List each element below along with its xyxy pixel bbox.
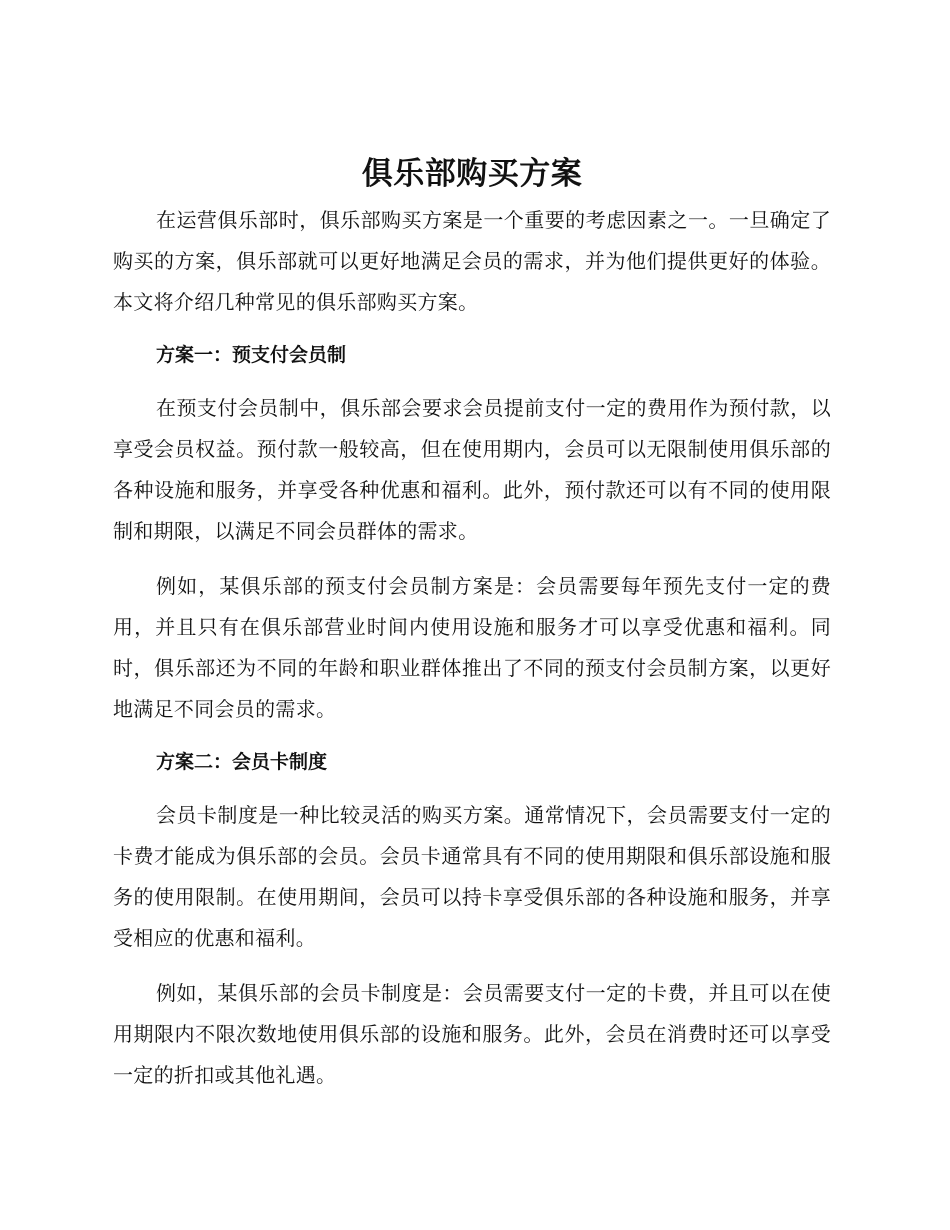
plan-2-paragraph-1: 会员卡制度是一种比较灵活的购买方案。通常情况下，会员需要支付一定的卡费才能成为俱乐部的会员。会员卡通常具有不同的使用期限和俱乐部设施和服务的使用限制。在使用期间，会员可以持卡享受俱乐部的各种设施和服务，并享受相应的优惠和福利。 xyxy=(113,803,831,950)
section-heading-plan-1: 方案一：预支付会员制 xyxy=(156,344,347,366)
section-heading-plan-2: 方案二：会员卡制度 xyxy=(156,751,328,773)
document-body xyxy=(113,148,831,1096)
plan-2-paragraph-2: 例如，某俱乐部的会员卡制度是：会员需要支付一定的卡费，并且可以在使用期限内不限次数地使用俱乐部的设施和服务。此外，会员在消费时还可以享受一定的折扣或其他礼遇。 xyxy=(113,981,831,1087)
intro-paragraph: 在运营俱乐部时，俱乐部购买方案是一个重要的考虑因素之一。一旦确定了购买的方案，俱乐部就可以更好地满足会员的需求，并为他们提供更好的体验。本文将介绍几种常见的俱乐部购买方案。 xyxy=(113,208,831,314)
plan-1-paragraph-2: 例如，某俱乐部的预支付会员制方案是：会员需要每年预先支付一定的费用，并且只有在俱乐部营业时间内使用设施和服务才可以享受优惠和福利。同时，俱乐部还为不同的年龄和职业群体推出了不同的预支付会员制方案，以更好地满足不同会员的需求。 xyxy=(113,574,831,721)
plan-1-paragraph-1: 在预支付会员制中，俱乐部会要求会员提前支付一定的费用作为预付款，以享受会员权益。预付款一般较高，但在使用期内，会员可以无限制使用俱乐部的各种设施和服务，并享受各种优惠和福利。此外，预付款还可以有不同的使用限制和期限，以满足不同会员群体的需求。 xyxy=(113,396,831,543)
document-title: 俱乐部购买方案 xyxy=(361,156,583,192)
